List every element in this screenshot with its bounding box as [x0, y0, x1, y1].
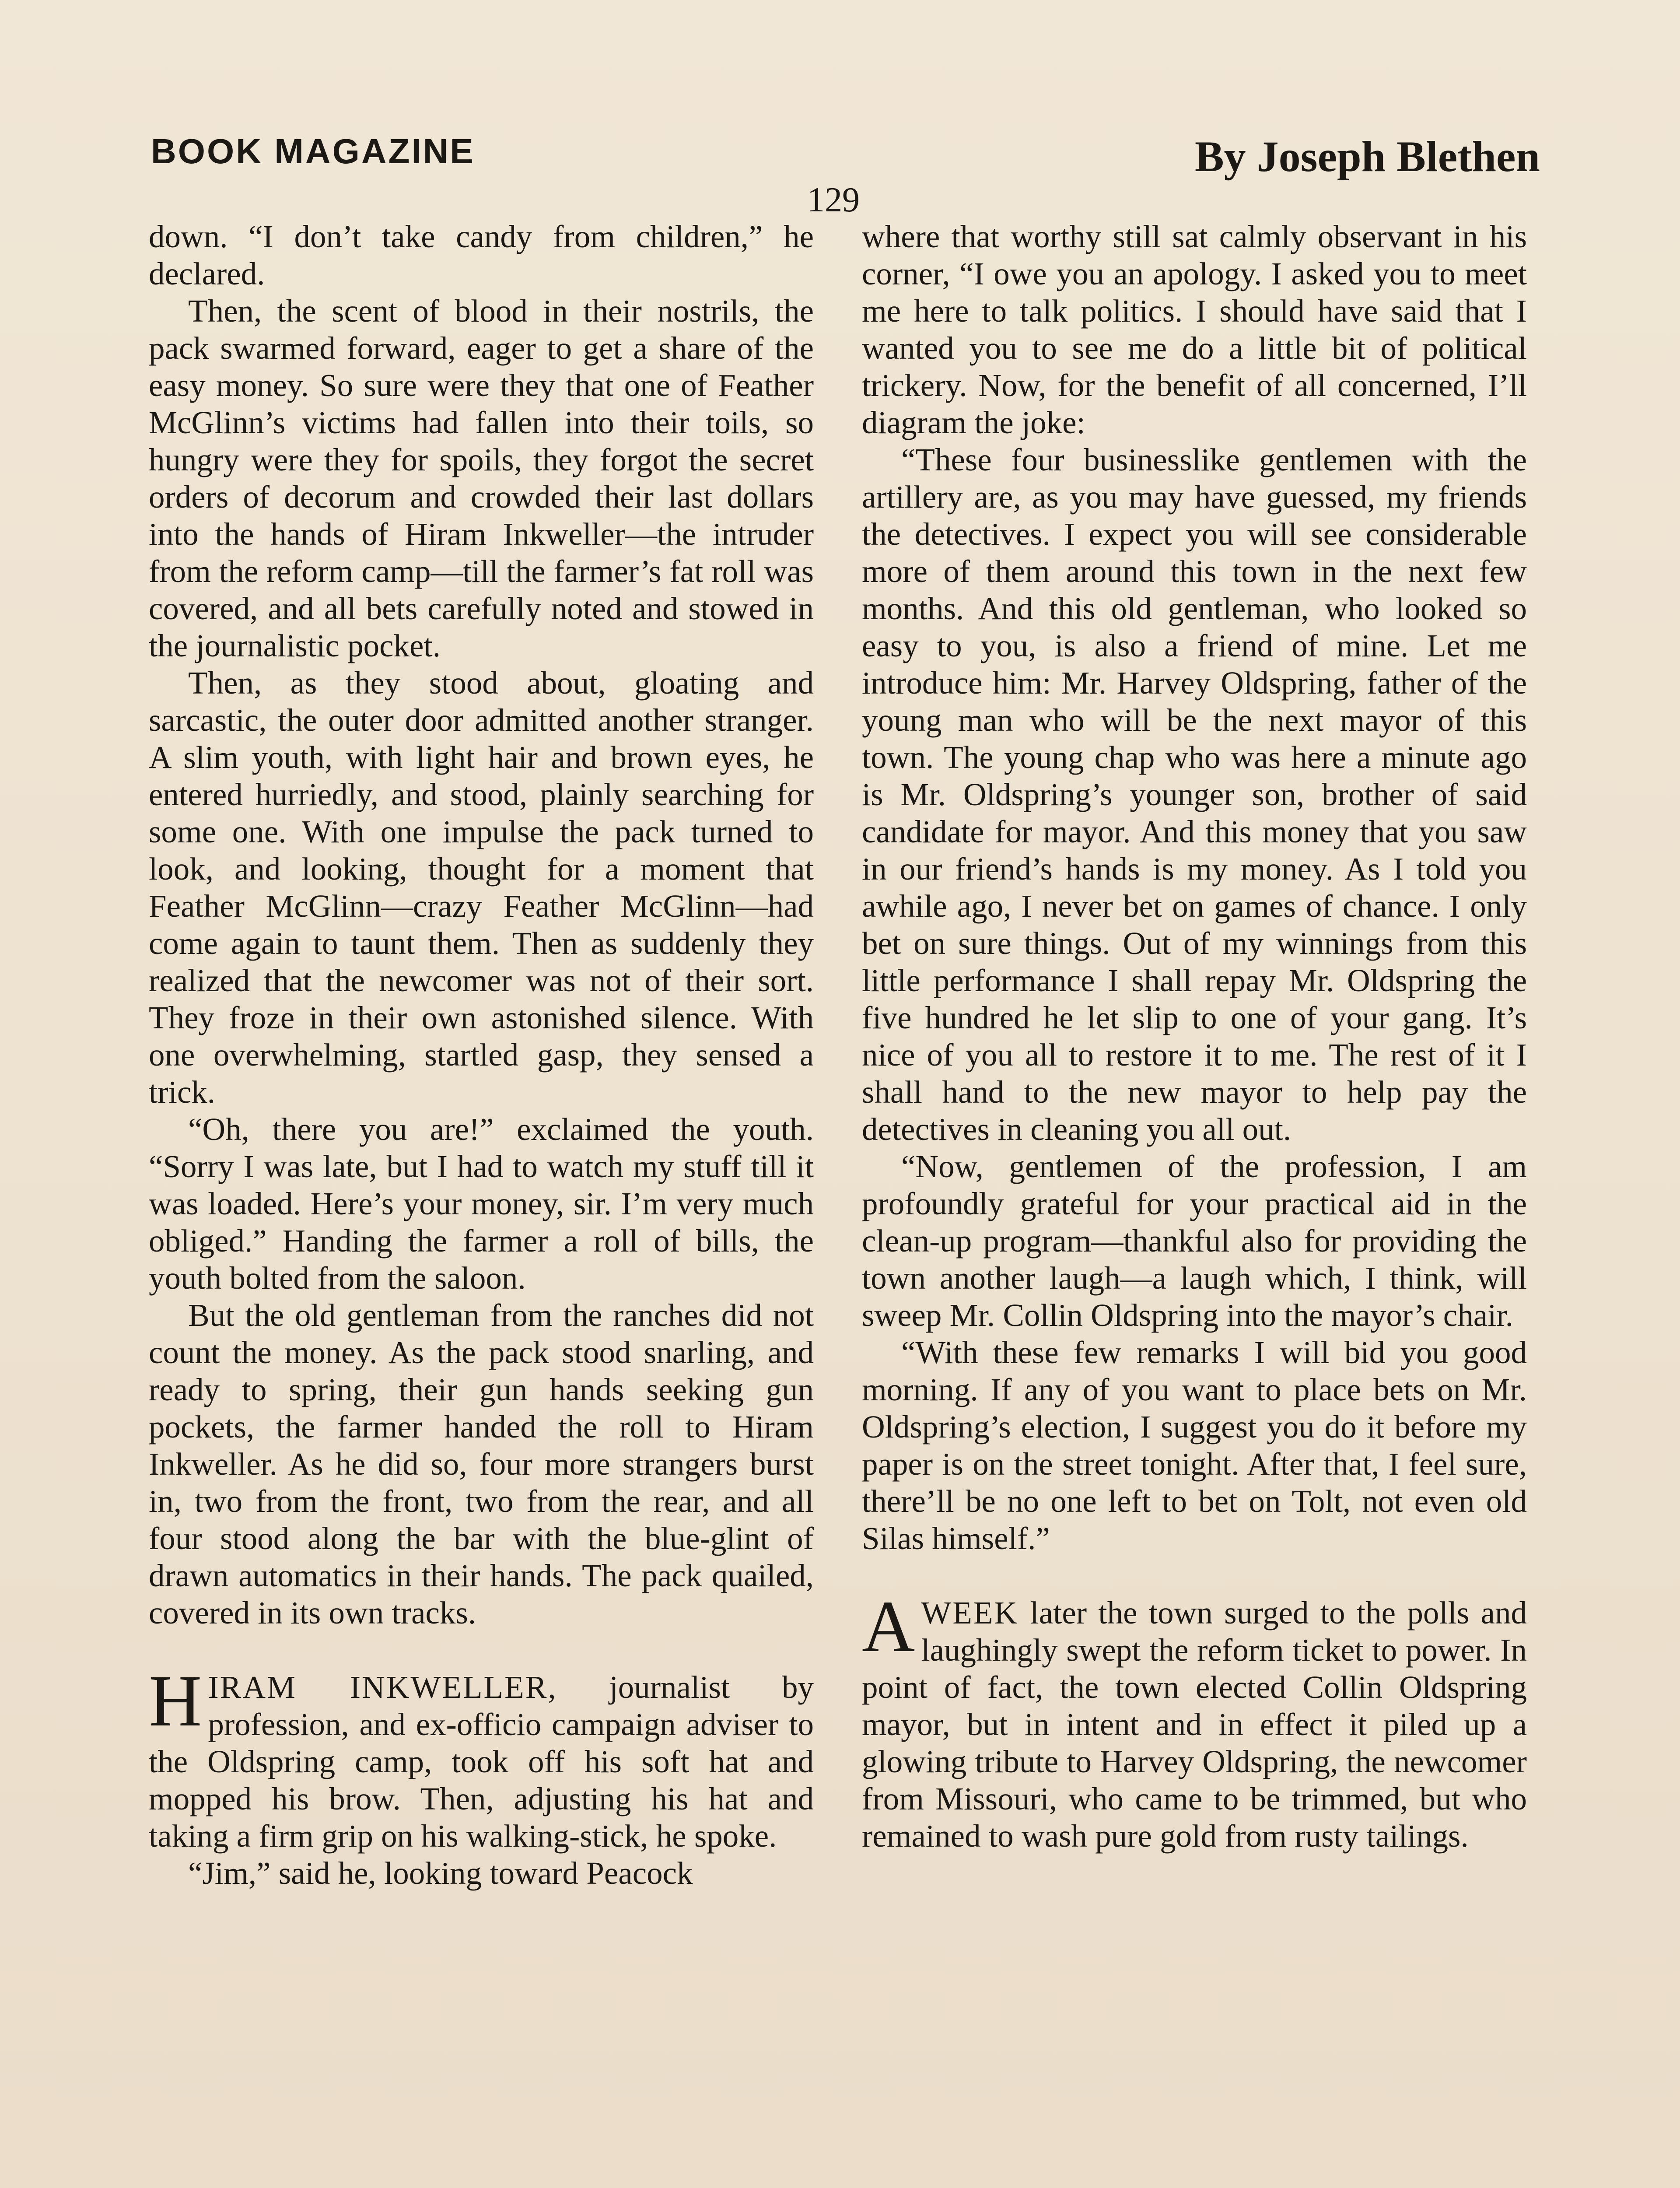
drop-cap: A — [862, 1586, 915, 1667]
paragraph: Then, as they stood about, gloating and sarcastic, the outer door admitted another stranger. A slim youth, with light hair and brown eyes, he entered hurriedly, and stood, plainly searching for some one. With one impulse the pack turned to look, and looking, thought for a moment that Feather McGlinn—crazy Feather McGlinn—had come again to taunt them. Then as suddenly they realized that the newcomer was not of their sort. They froze in their own astonished silence. With one overwhelming, startled gasp, they sensed a trick. — [149, 665, 814, 1110]
paragraph: “Oh, there you are!” exclaimed the youth. “Sorry I was late, but I had to watch my stuff till it was loaded. Here’s your money, sir. I’m very much obliged.” Handing the farmer a roll of bills, the youth bolted from the saloon. — [149, 1112, 814, 1296]
paragraph: “Jim,” said he, looking toward Peacock — [188, 1855, 693, 1891]
section-opening-paragraph — [149, 1660, 814, 1855]
left-column — [149, 218, 814, 1892]
paragraph: where that worthy still sat calmly observant in his corner, “I owe you an apology. I asked you to meet me here to talk politics. I should have said that I wanted you to see me do a little bit of political trickery. Now, for the benefit of all concerned, I’ll diagram the joke: — [862, 219, 1527, 440]
drop-cap: H — [149, 1660, 202, 1742]
right-column — [862, 218, 1527, 1855]
paragraph-body: journalist by profession, and ex-officio campaign adviser to the Oldspring camp, took off his soft hat and mopped his brow. Then, adjusting his hat and taking a firm grip on his walking-stick, he spoke. — [149, 1669, 814, 1854]
lead-in: IRAM INKWELLER, — [208, 1669, 557, 1705]
lead-in: WEEK — [921, 1595, 1019, 1630]
paragraph: down. “I don’t take candy from children,” he declared. — [149, 219, 814, 291]
author-byline: By Joseph Blethen — [1194, 132, 1540, 181]
paragraph: “Now, gentlemen of the profession, I am profoundly grateful for your practical aid in the clean-up program—thankful also for providing the town another laugh—a laugh which, I think, will sweep Mr. Collin Oldspring into the mayor’s chair. — [862, 1149, 1527, 1333]
paragraph: “These four businesslike gentlemen with the artillery are, as you may have guessed, my friends the detectives. I expect you will see considerable more of them around this town in the next few months. And this old gentleman, who looked so easy to you, is also a friend of mine. Let me introduce him: Mr. Harvey Oldspring, father of the young man who will be the next mayor of this town. The young chap who was here a minute ago is Mr. Oldspring’s younger son, brother of said candidate for mayor. And this money that you saw in our friend’s hands is my money. As I told you awhile ago, I never bet on games of chance. I only bet on sure things. Out of my winnings from this little performance I shall repay Mr. Oldspring the five hundred he let slip to one of your gang. It’s nice of you all to restore it to me. The rest of it I shall hand to the new mayor to help pay the detectives in cleaning you all out. — [862, 442, 1527, 1147]
page-number: 129 — [807, 181, 860, 219]
paragraph: Then, the scent of blood in their nostrils, the pack swarmed forward, eager to get a share of the easy money. So sure were they that one of Feather McGlinn’s victims had fallen into their toils, so hungry were they for spoils, they forgot the secret orders of decorum and crowded their last dollars into the hands of Hiram Inkweller—the intruder from the reform camp—till the farmer’s fat roll was covered, and all bets carefully noted and stowed in the journalistic pocket. — [149, 293, 814, 663]
paragraph: But the old gentleman from the ranches did not count the money. As the pack stood snarling, and ready to spring, their gun hands seeking gun pockets, the farmer handed the roll to Hiram Inkweller. As he did so, four more strangers burst in, two from the front, two from the rear, and all four stood along the bar with the blue-glint of drawn automatics in their hands. The pack quailed, covered in its own tracks. — [149, 1297, 814, 1630]
paragraph: “With these few remarks I will bid you good morning. If any of you want to place bets on Mr. Oldspring’s election, I suggest you do it before my paper is on the street tonight. After that, I feel sure, there’ll be no one left to bet on Tolt, not even old Silas himself.” — [862, 1335, 1527, 1556]
section-opening-paragraph — [862, 1586, 1527, 1855]
paragraph-body: later the town surged to the polls and laughingly swept the reform ticket to power. In point of fact, the town elected Collin Oldspring mayor, but in intent and in effect it piled up a glowing tribute to Harvey Oldspring, the newcomer from Missouri, who came to be trimmed, but who remained to wash pure gold from rusty tailings. — [862, 1595, 1527, 1854]
magazine-title: BOOK MAGAZINE — [151, 132, 475, 171]
